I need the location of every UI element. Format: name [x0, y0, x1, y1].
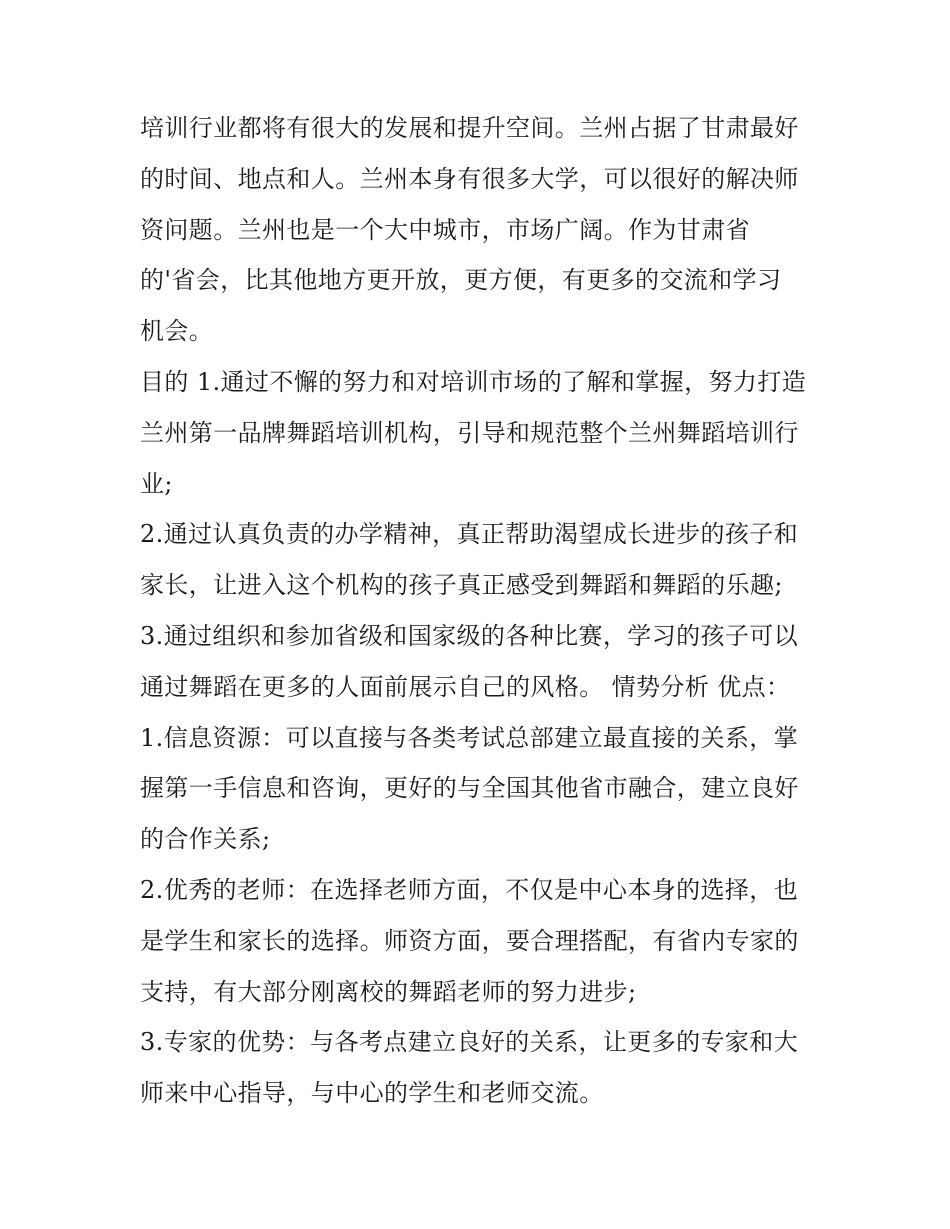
- text-line: 业;: [140, 469, 173, 498]
- text-line: 支持，有大部分刚离校的舞蹈老师的努力进步;: [140, 977, 637, 1006]
- text-line: 握第一手信息和咨询，更好的与全国其他省市融合，建立良好: [140, 774, 799, 803]
- text-line: 目的 1.通过不懈的努力和对培训市场的了解和掌握，努力打造: [140, 367, 807, 396]
- text-line: 机会。: [140, 317, 214, 346]
- text-line: 师来中心指导，与中心的学生和老师交流。: [140, 1079, 604, 1108]
- text-line: 是学生和家长的选择。师资方面，要合理搭配，有省内专家的: [140, 926, 799, 955]
- text-line: 的'省会，比其他地方更开放，更方便，有更多的交流和学习: [140, 266, 782, 295]
- text-line: 3.通过组织和参加省级和国家级的各种比赛，学习的孩子可以: [140, 621, 799, 650]
- text-line: 1.信息资源：可以直接与各类考试总部建立最直接的关系，掌: [140, 723, 799, 752]
- text-line: 资问题。兰州也是一个大中城市，市场广阔。作为甘肃省: [140, 215, 750, 244]
- text-line: 2.通过认真负责的办学精神，真正帮助渴望成长进步的孩子和: [140, 520, 799, 549]
- text-line: 的合作关系;: [140, 825, 271, 854]
- text-line: 家长，让进入这个机构的孩子真正感受到舞蹈和舞蹈的乐趣;: [140, 571, 783, 600]
- body-text: [140, 103, 820, 1119]
- text-line: 通过舞蹈在更多的人面前展示自己的风格。 情势分析 优点：: [140, 672, 791, 701]
- text-line: 的时间、地点和人。兰州本身有很多大学，可以很好的解决师: [140, 164, 799, 193]
- text-line: 培训行业都将有很大的发展和提升空间。兰州占据了甘肃最好: [140, 114, 799, 142]
- text-line: 2.优秀的老师：在选择老师方面，不仅是中心本身的选择，也: [140, 875, 799, 904]
- text-line: 兰州第一品牌舞蹈培训机构，引导和规范整个兰州舞蹈培训行: [140, 418, 799, 447]
- text-line: 3.专家的优势：与各考点建立良好的关系，让更多的专家和大: [140, 1028, 799, 1057]
